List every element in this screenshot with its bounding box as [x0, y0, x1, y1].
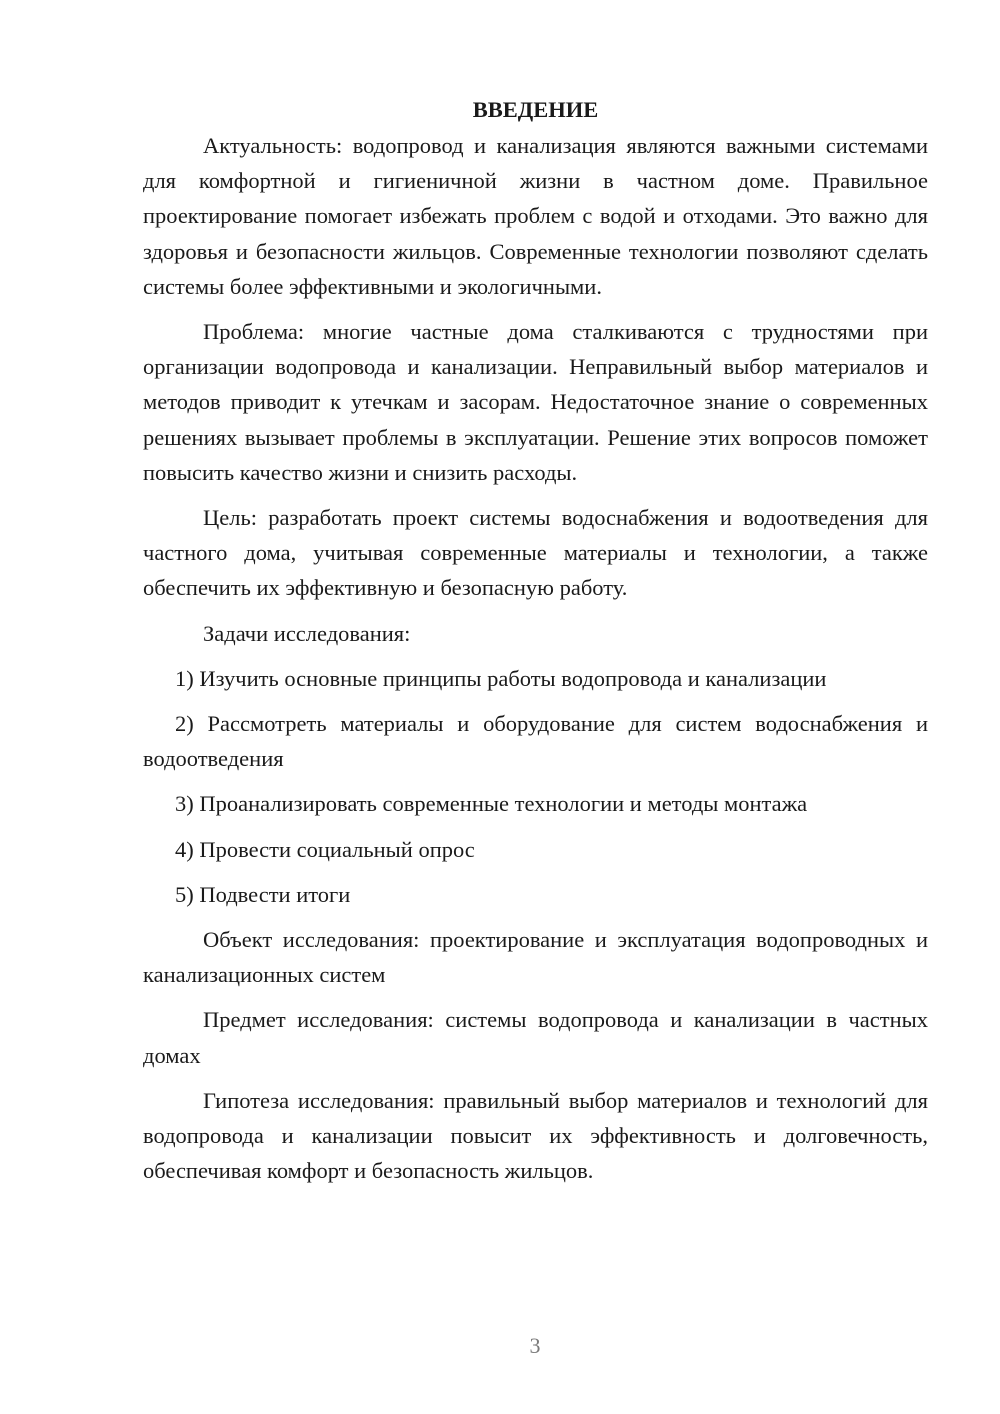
page-number: 3 [529, 1333, 541, 1358]
paragraph-relevance: Актуальность: водопровод и канализация являются важными системами для комфортной и гигиеничной жизни в частном доме. Правильное проектирование помогает избежать проблем с водой и отходами. Это важно для здоровья и безопасности жильцов. Современные технологии позволяют сделать системы более эффективными и экологичными. [143, 133, 928, 299]
document-title: ВВЕДЕНИЕ [472, 97, 599, 122]
task-item-2: 2) Рассмотреть материалы и оборудование для систем водоснабжения и водоотведения [143, 711, 928, 772]
document-page [143, 92, 928, 1188]
task-item-4: 4) Провести социальный опрос [175, 836, 475, 862]
paragraph-object: Объект исследования: проектирование и эксплуатация водопроводных и канализационных систем [143, 927, 928, 988]
paragraph-hypothesis: Гипотеза исследования: правильный выбор материалов и технологий для водопровода и канализации повысит их эффективность и долговечность, обеспечивая комфорт и безопасность жильцов. [143, 1087, 928, 1184]
task-item-3: 3) Проанализировать современные технологии и методы монтажа [175, 791, 808, 817]
task-item-5: 5) Подвести итоги [175, 881, 351, 907]
paragraph-subject: Предмет исследования: системы водопровода и канализации в частных домах [143, 1007, 928, 1068]
task-item-1: 1) Изучить основные принципы работы водопровода и канализации [175, 665, 827, 691]
paragraph-goal: Цель: разработать проект системы водоснабжения и водоотведения для частного дома, учитывая современные материалы и технологии, а также обеспечить их эффективную и безопасную работу. [143, 505, 928, 601]
paragraph-problem: Проблема: многие частные дома сталкиваются с трудностями при организации водопровода и канализации. Неправильный выбор материалов и методов приводит к утечкам и засорам. Недостаточное знание о современных решениях вызывает проблемы в эксплуатации. Решение этих вопросов поможет повысить качество жизни и снизить расходы. [143, 319, 928, 485]
tasks-heading: Задачи исследования: [203, 620, 411, 646]
